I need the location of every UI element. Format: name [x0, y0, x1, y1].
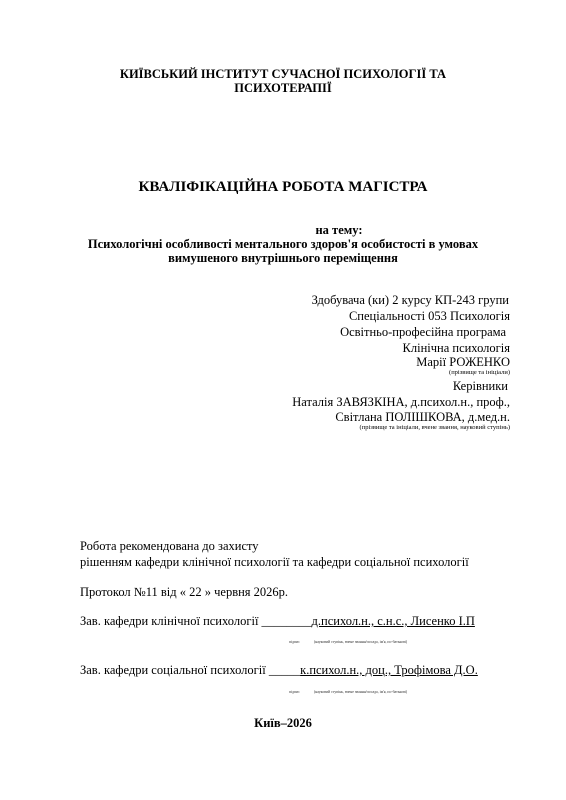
- student-course-group: Здобувача (ки) 2 курсу КП-243 групи: [311, 293, 509, 307]
- student-specialty: Спеціальності 053 Психологія: [348, 309, 510, 323]
- head-social-label: Зав. кафедри соціальної психології: [80, 663, 266, 677]
- supervisors-label: Керівники: [452, 379, 508, 393]
- head-clinical-label: Зав. кафедри клінічної психології: [80, 614, 259, 628]
- recommendation-line2: рішенням кафедри клінічної психології та кафедри соціальної психології: [80, 555, 469, 569]
- head-clinical-value: д.психол.н., с.н.с., Лисенко І.П: [311, 614, 475, 628]
- head-social-value: к.психол.н., доц., Трофімова Д.О.: [300, 663, 478, 677]
- supervisors-note: (прізвище та ініціали, вчене звання, науковий ступінь): [359, 424, 510, 431]
- topic-label: на тему:: [315, 223, 363, 237]
- student-name-note: (прізвище та ініціали): [449, 369, 510, 376]
- student-program: Освітньо-професійна програма: [340, 325, 506, 339]
- head-social-name-label: (науковий ступінь, вчене звання/посада, ім'я, по-батькові): [314, 690, 408, 694]
- protocol-line: Протокол №11 від « 22 » червня 2026р.: [80, 585, 289, 599]
- head-social-line: [80, 663, 478, 677]
- head-social-sign-blank: _____: [268, 663, 301, 677]
- city-year: Київ–2026: [254, 716, 312, 730]
- head-clinical-sign-label: підпис: [289, 640, 300, 644]
- student-name: Марії РОЖЕНКО: [416, 355, 510, 369]
- institute-name-line1: КИЇВСЬКИЙ ІНСТИТУТ СУЧАСНОЇ ПСИХОЛОГІЇ ТА: [119, 67, 447, 81]
- recommendation-line1: Робота рекомендована до захисту: [80, 539, 259, 553]
- head-clinical-name-label: (науковий ступінь, вчене звання/посада, ім'я, по-батькові): [314, 640, 408, 644]
- student-program-name: Клінічна психологія: [402, 341, 510, 355]
- topic-line2: вимушеного внутрішнього переміщення: [168, 251, 398, 265]
- head-clinical-sign-blank: ________: [261, 614, 312, 628]
- work-title: КВАЛІФІКАЦІЙНА РОБОТА МАГІСТРА: [138, 179, 428, 195]
- institute-name-line2: ПСИХОТЕРАПІЇ: [234, 81, 332, 95]
- supervisor-2: Світлана ПОЛІШКОВА, д.мед.н.: [335, 410, 510, 424]
- topic-line1: Психологічні особливості ментального здоров'я особистості в умовах: [87, 237, 479, 251]
- head-clinical-line: [80, 614, 475, 628]
- supervisor-1: Наталія ЗАВЯЗКІНА, д.психол.н., проф.,: [292, 395, 510, 409]
- topic-text: [0, 237, 566, 265]
- head-social-sign-label: підпис: [289, 690, 300, 694]
- institute-header: [0, 67, 566, 95]
